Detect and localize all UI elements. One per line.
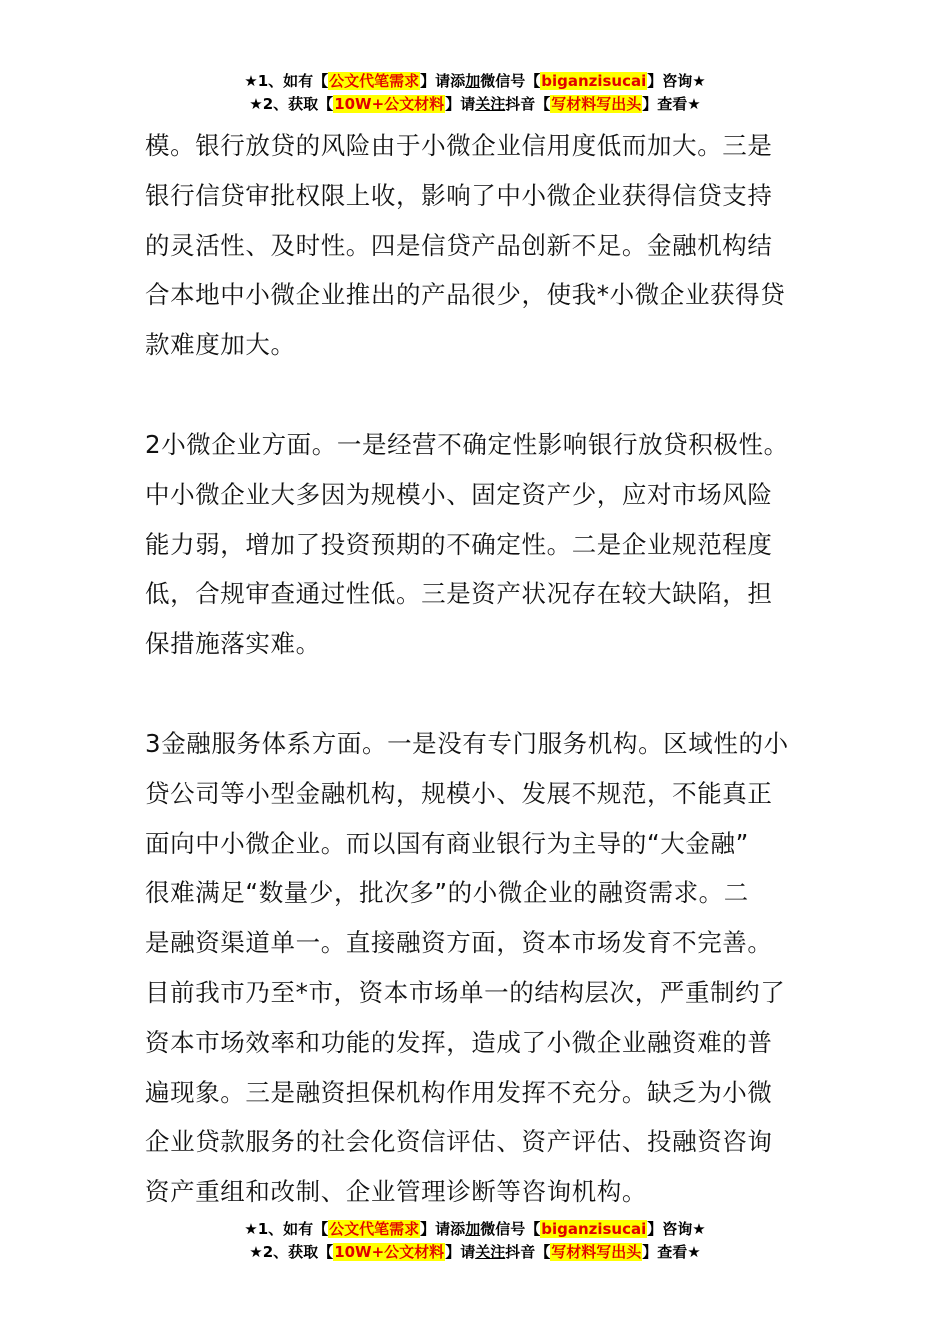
text-line: 能力弱，增加了投资预期的不确定性。二是企业规范程度 (145, 529, 773, 559)
header-banner (0, 70, 950, 116)
text-line: 保措施落实难。 (145, 629, 321, 659)
banner-line-1 (0, 1218, 950, 1241)
underlined-text: 关注 (475, 95, 506, 113)
text-line: 资本市场效率和功能的发挥，造成了小微企业融资难的普 (145, 1027, 773, 1057)
highlight-wechat-id: biganzisucai (541, 72, 647, 90)
banner-text: 】查看★ (642, 95, 701, 113)
footer-banner (0, 1218, 950, 1264)
banner-text: ★2、获取【 (249, 95, 334, 113)
highlight-douyin-account: 写材料写出头 (551, 95, 642, 113)
text-line: 2小微企业方面。一是经营不确定性影响银行放贷积极性。 (145, 429, 789, 459)
text-line: 银行信贷审批权限上收，影响了中小微企业获得信贷支持 (145, 180, 773, 210)
highlight-wechat-id: biganzisucai (541, 1220, 647, 1238)
paragraph-bank-side (145, 121, 810, 370)
underlined-text: 关注 (475, 1243, 506, 1261)
banner-text: 】查看★ (642, 1243, 701, 1261)
text-line: 3金融服务体系方面。一是没有专门服务机构。区域性的小 (145, 728, 789, 758)
banner-text: 微信号【 (480, 72, 541, 90)
underlined-text: 加 (465, 72, 481, 90)
paragraph-small-enterprise-side (145, 420, 810, 669)
paragraph-spacer (145, 370, 810, 420)
text-line: 款难度加大。 (145, 330, 296, 360)
text-line: 资产重组和改制、企业管理诊断等咨询机构。 (145, 1177, 647, 1207)
banner-text: ★1、如有【 (244, 72, 329, 90)
highlight-service: 公文代笔需求 (329, 72, 420, 90)
highlight-service: 公文代笔需求 (329, 1220, 420, 1238)
banner-text: 抖音【 (505, 95, 551, 113)
highlight-materials: 10W+公文材料 (334, 95, 445, 113)
text-line: 贷公司等小型金融机构，规模小、发展不规范，不能真正 (145, 778, 773, 808)
banner-line-1 (0, 70, 950, 93)
text-line: 很难满足“数量少，批次多”的小微企业的融资需求。二 (145, 878, 749, 908)
text-line: 模。银行放贷的风险由于小微企业信用度低而加大。三是 (145, 131, 773, 160)
banner-text: 】请 (445, 95, 476, 113)
banner-text: ★1、如有【 (244, 1220, 329, 1238)
text-line: 面向中小微企业。而以国有商业银行为主导的“大金融” (145, 828, 749, 858)
banner-text: 】请添 (420, 72, 466, 90)
text-line: 是融资渠道单一。直接融资方面，资本市场发育不完善。 (145, 928, 773, 958)
banner-text: 】咨询★ (647, 72, 706, 90)
text-line: 企业贷款服务的社会化资信评估、资产评估、投融资咨询 (145, 1127, 773, 1157)
text-line: 遍现象。三是融资担保机构作用发挥不充分。缺乏为小微 (145, 1077, 773, 1107)
text-line: 目前我市乃至*市，资本市场单一的结构层次，严重制约了 (145, 977, 786, 1007)
highlight-materials: 10W+公文材料 (334, 1243, 445, 1261)
banner-line-2 (0, 93, 950, 116)
paragraph-spacer (145, 669, 810, 719)
text-line: 的灵活性、及时性。四是信贷产品创新不足。金融机构结 (145, 230, 773, 260)
text-line: 中小微企业大多因为规模小、固定资产少，应对市场风险 (145, 479, 773, 509)
paragraph-financial-system-side (145, 719, 810, 1217)
banner-line-2 (0, 1241, 950, 1264)
banner-text: ★2、获取【 (249, 1243, 334, 1261)
text-line: 合本地中小微企业推出的产品很少，使我*小微企业获得贷 (145, 280, 786, 310)
highlight-douyin-account: 写材料写出头 (551, 1243, 642, 1261)
banner-text: 】请 (445, 1243, 476, 1261)
banner-text: 微信号【 (480, 1220, 541, 1238)
underlined-text: 加 (465, 1220, 481, 1238)
text-line: 低，合规审查通过性低。三是资产状况存在较大缺陷，担 (145, 579, 773, 609)
banner-text: 】请添 (420, 1220, 466, 1238)
banner-text: 】咨询★ (647, 1220, 706, 1238)
banner-text: 抖音【 (505, 1243, 551, 1261)
document-body (145, 121, 810, 1217)
